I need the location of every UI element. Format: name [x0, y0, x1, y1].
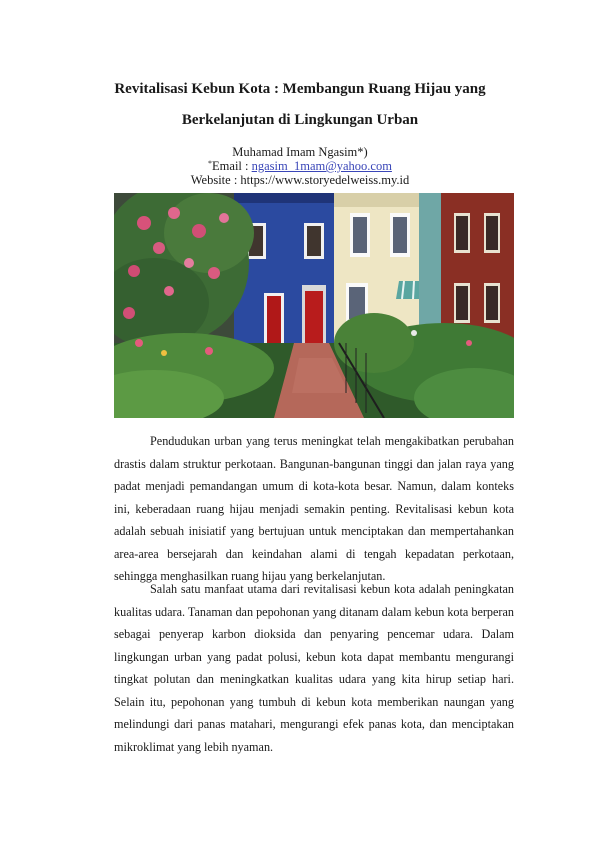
email-footnote-marker: *	[208, 159, 213, 168]
document-title-line-1: Revitalisasi Kebun Kota : Membangun Ruang Hijau yang	[114, 81, 486, 97]
email-link[interactable]: ngasim_1mam@yahoo.com	[251, 159, 392, 173]
email-label: Email :	[212, 159, 252, 173]
townhouse-garden-photo	[114, 193, 514, 418]
author-email-line	[100, 159, 500, 173]
author-name: Muhamad Imam Ngasim*)	[232, 145, 368, 159]
document-title-line-2: Berkelanjutan di Lingkungan Urban	[181, 112, 419, 128]
paragraph-1: Pendudukan urban yang terus meningkat telah mengakibatkan perubahan drastis dalam struktur perkotaan. Bangunan-bangunan tinggi dan jalan raya yang padat menjadi pemandangan umum di kota-kota besar. Namun, dalam konteks ini, keberadaan ruang hijau menjadi semakin penting. Revitalisasi kebun kota adalah sebuah inisiatif yang bertujuan untuk menciptakan dan mempertahankan area-area bersejarah dan keindahan alami di tengah kepadatan perkotaan, sehingga menghasilkan ruang hijau yang berkelanjutan.	[114, 434, 514, 583]
paragraph-2: Salah satu manfaat utama dari revitalisasi kebun kota adalah peningkatan kualitas udara. Tanaman dan pepohonan yang ditanam dalam kebun kota berperan sebagai penyerap karbon dioksida dan penyaring pencemar udara. Dalam lingkungan urban yang padat polusi, kebun kota dapat membantu mengurangi tingkat polutan dan meningkatkan kualitas udara yang kita hirup setiap hari. Selain itu, pepohonan yang tumbuh di kebun kota memberikan naungan yang melindungi dari panas matahari, mengurangi efek panas kota, dan menciptakan mikroklimat yang lebih nyaman.	[114, 582, 514, 754]
author-website[interactable]: Website : https://www.storyedelweiss.my.id	[190, 173, 410, 187]
